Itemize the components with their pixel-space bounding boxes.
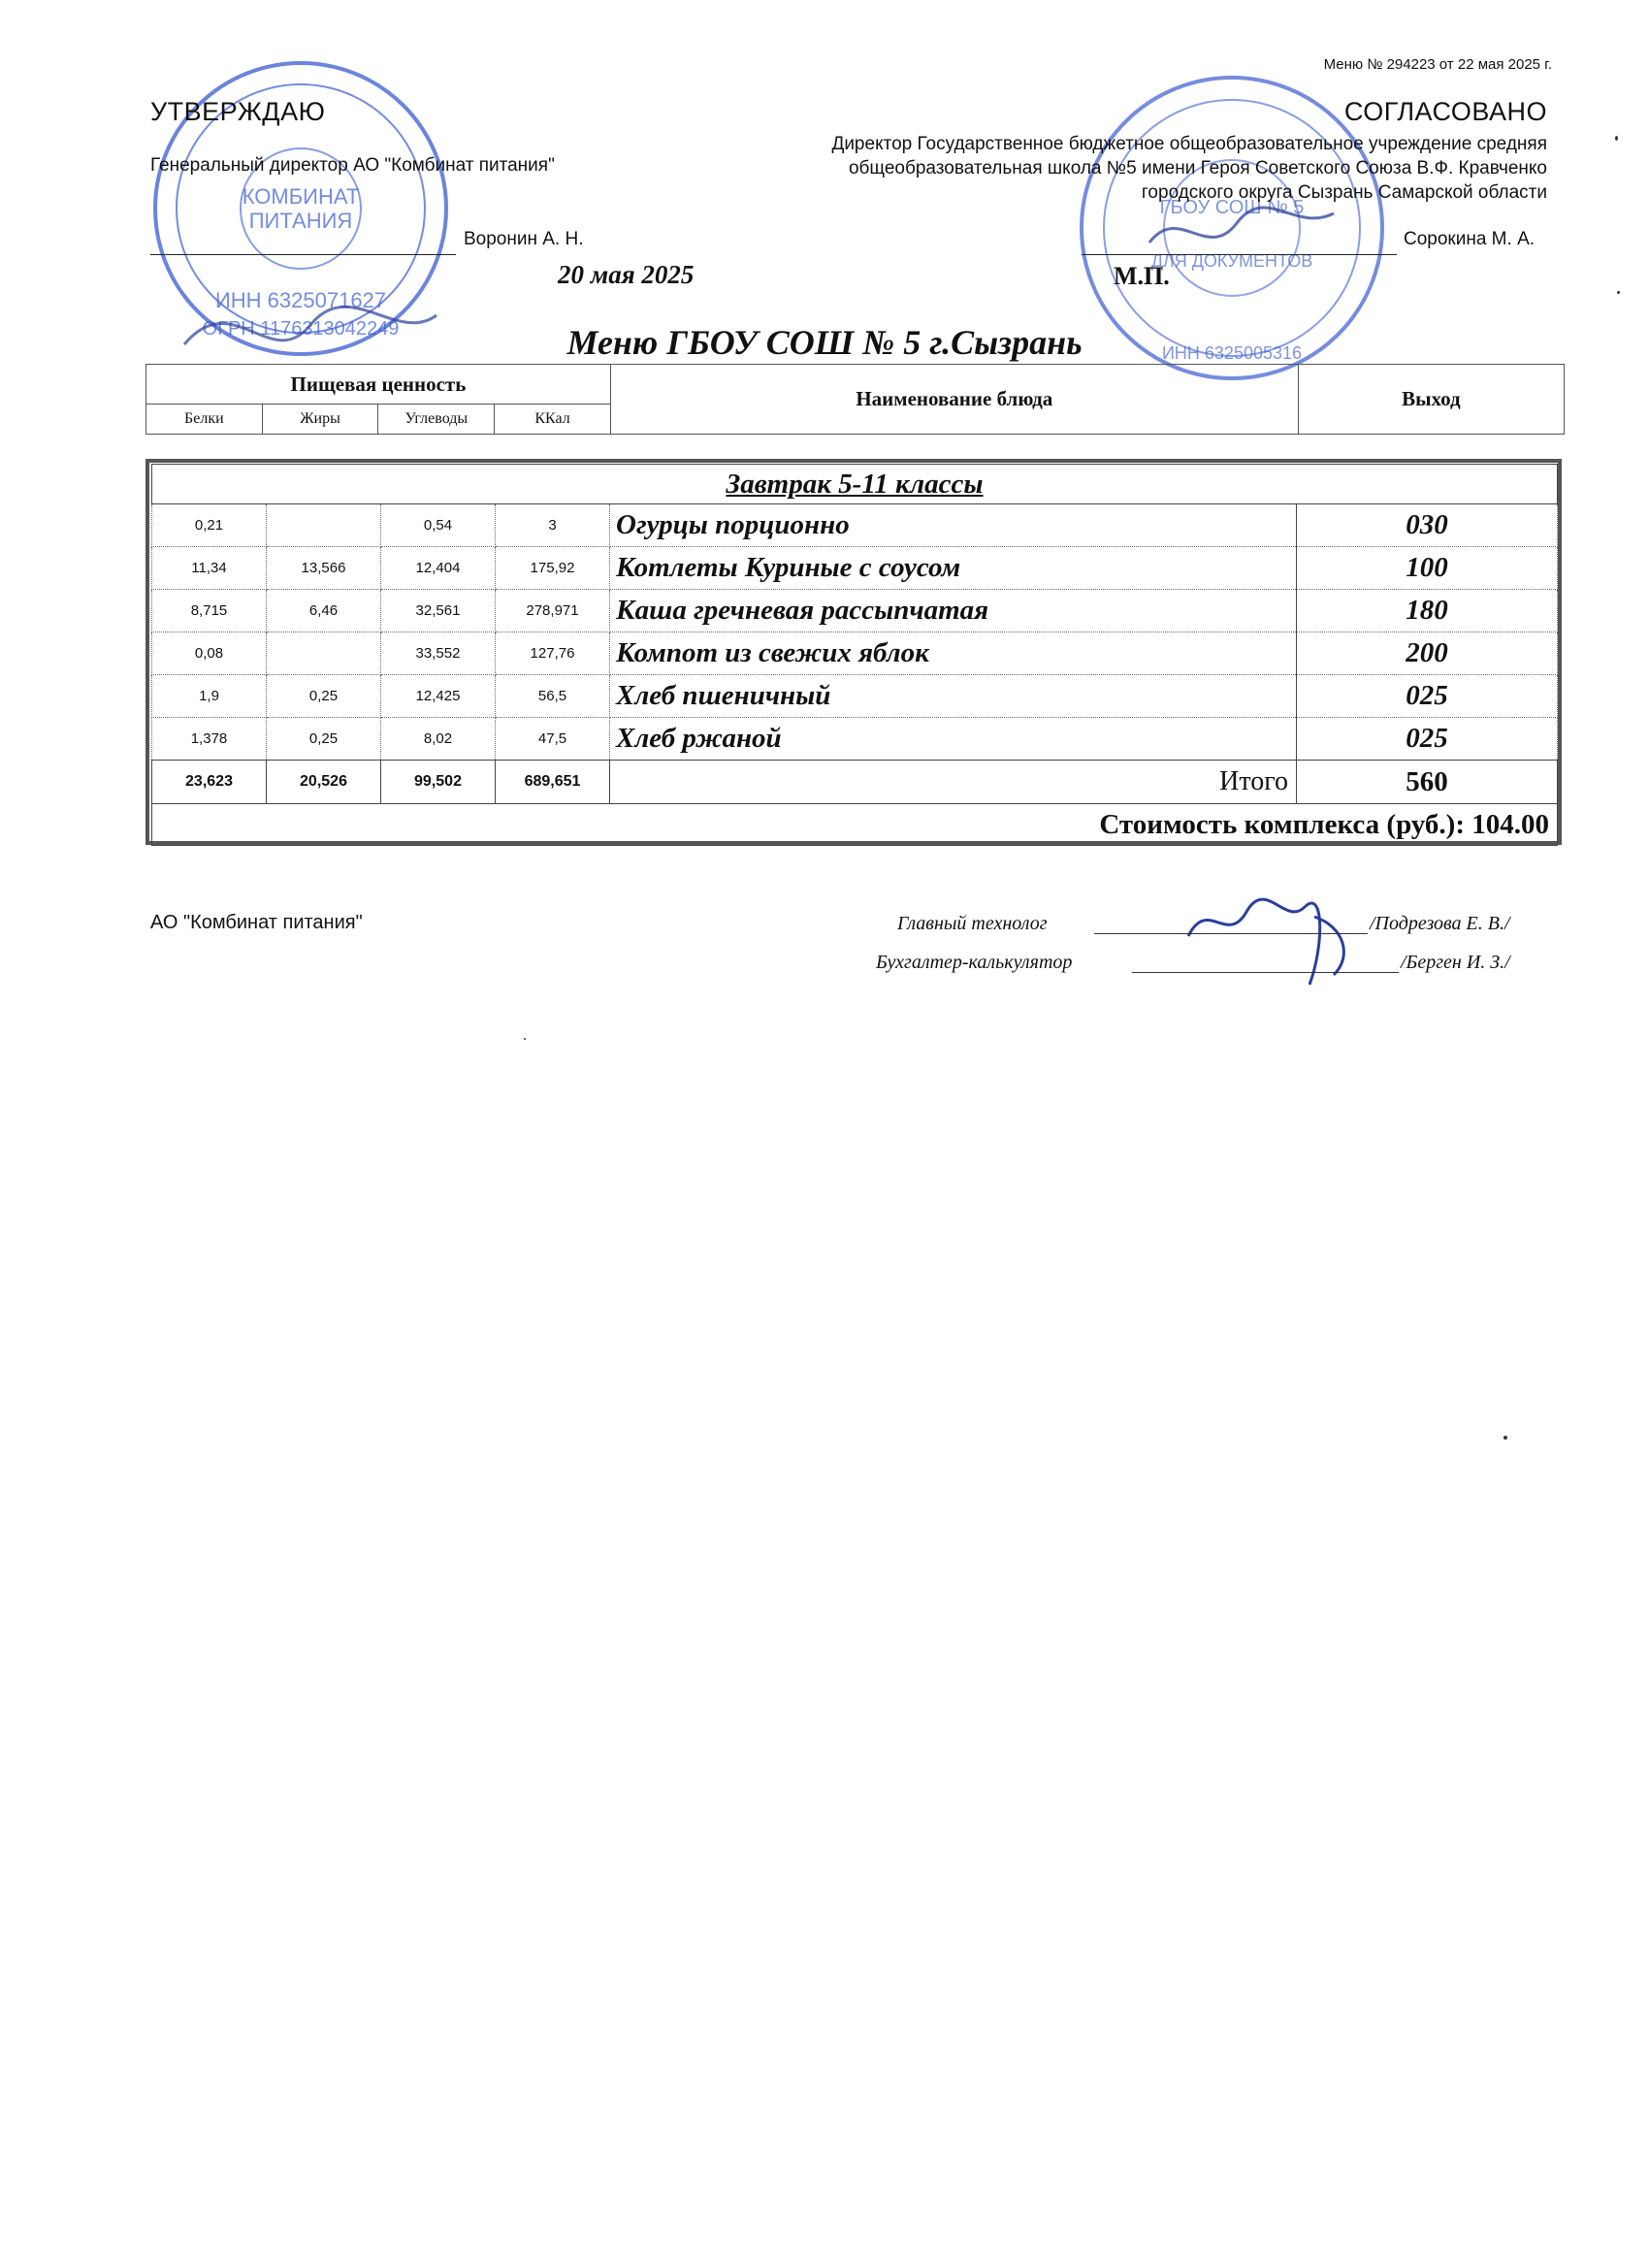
technologist-name: /Подрезова Е. В./	[1370, 913, 1510, 934]
table-row	[152, 675, 1558, 718]
protein-column-header: Белки	[146, 405, 263, 435]
table-row	[152, 504, 1558, 547]
cost-row	[152, 804, 1558, 846]
svg-text:КОМБИНАТ: КОМБИНАТ	[242, 184, 360, 209]
svg-text:ГБОУ СОШ № 5: ГБОУ СОШ № 5	[1159, 197, 1305, 218]
agree-position-line: городского округа Сызрань Самарской области	[1141, 182, 1547, 203]
company-name: АО "Комбинат питания"	[150, 912, 363, 933]
total-protein: 23,623	[152, 761, 267, 804]
dish-cell: Каша гречневая рассыпчатая	[610, 590, 1297, 632]
carbs-cell: 12,425	[381, 675, 496, 718]
kcal-cell: 127,76	[496, 632, 610, 675]
total-fat: 20,526	[267, 761, 381, 804]
svg-text:ПИТАНИЯ: ПИТАНИЯ	[248, 209, 353, 233]
scan-speck	[1615, 136, 1618, 141]
dish-column-header: Наименование блюда	[610, 365, 1298, 435]
fat-column-header: Жиры	[262, 405, 378, 435]
approve-signature-line	[150, 254, 456, 255]
protein-cell: 1,378	[152, 718, 267, 761]
total-kcal: 689,651	[496, 761, 610, 804]
menu-section-table	[151, 464, 1558, 846]
output-cell: 200	[1297, 632, 1558, 675]
table-row	[152, 718, 1558, 761]
total-carbs: 99,502	[381, 761, 496, 804]
agree-position-line: общеобразовательная школа №5 имени Героя Советского Союза В.Ф. Кравченко	[848, 158, 1547, 178]
carbs-cell: 0,54	[381, 504, 496, 547]
table-row	[152, 547, 1558, 590]
nutrition-group-header: Пищевая ценность	[146, 365, 611, 405]
agree-name: Сорокина М. А.	[1404, 229, 1536, 249]
total-output: 560	[1297, 761, 1558, 804]
scan-speck	[1504, 1436, 1507, 1440]
fat-cell: 0,25	[267, 718, 381, 761]
approve-name: Воронин А. Н.	[464, 229, 584, 249]
fat-cell: 13,566	[267, 547, 381, 590]
technologist-signature	[1179, 878, 1373, 1004]
carbs-cell: 8,02	[381, 718, 496, 761]
svg-text:ОГРН 1176313042249: ОГРН 1176313042249	[202, 318, 400, 340]
menu-number: Меню № 294223 от 22 мая 2025 г.	[1323, 56, 1552, 73]
table-row	[152, 590, 1558, 632]
kcal-cell: 3	[496, 504, 610, 547]
kcal-cell: 47,5	[496, 718, 610, 761]
approve-date: 20 мая 2025	[558, 260, 695, 289]
output-cell: 180	[1297, 590, 1558, 632]
carbs-cell: 33,552	[381, 632, 496, 675]
accountant-signature-line	[1132, 972, 1399, 973]
scan-speck	[1617, 291, 1620, 294]
protein-cell: 11,34	[152, 547, 267, 590]
agree-signature-line	[1082, 254, 1397, 255]
dish-cell: Огурцы порционно	[610, 504, 1297, 547]
total-label: Итого	[610, 761, 1297, 804]
carbs-column-header: Углеводы	[378, 405, 495, 435]
approve-position: Генеральный директор АО "Комбинат питания"	[150, 155, 555, 176]
dish-cell: Хлеб пшеничный	[610, 675, 1297, 718]
kcal-cell: 56,5	[496, 675, 610, 718]
dish-cell: Компот из свежих яблок	[610, 632, 1297, 675]
protein-cell: 0,08	[152, 632, 267, 675]
accountant-label: Бухгалтер-калькулятор	[876, 952, 1073, 973]
carbs-cell: 32,561	[381, 590, 496, 632]
menu-table-header	[146, 364, 1565, 435]
fat-cell: 0,25	[267, 675, 381, 718]
output-cell: 030	[1297, 504, 1558, 547]
page-title: Меню ГБОУ СОШ № 5 г.Сызрань	[566, 323, 1083, 362]
protein-cell: 0,21	[152, 504, 267, 547]
approve-title: УТВЕРЖДАЮ	[150, 97, 326, 126]
fat-cell	[267, 632, 381, 675]
carbs-cell: 12,404	[381, 547, 496, 590]
technologist-label: Главный технолог	[897, 913, 1048, 934]
scan-speck	[524, 1038, 526, 1040]
kcal-cell: 175,92	[496, 547, 610, 590]
output-cell: 025	[1297, 718, 1558, 761]
fat-cell	[267, 504, 381, 547]
agree-position-line: Директор Государственное бюджетное общеобразовательное учреждение средняя	[831, 134, 1547, 154]
svg-text:ИНН 6325005316: ИНН 6325005316	[1161, 343, 1303, 363]
dish-cell: Хлеб ржаной	[610, 718, 1297, 761]
technologist-signature-line	[1094, 933, 1368, 934]
complex-cost: Стоимость комплекса (руб.): 104.00	[152, 804, 1558, 846]
table-row	[152, 632, 1558, 675]
protein-cell: 8,715	[152, 590, 267, 632]
fat-cell: 6,46	[267, 590, 381, 632]
kcal-column-header: ККал	[495, 405, 611, 435]
dish-cell: Котлеты Куриные с соусом	[610, 547, 1297, 590]
accountant-name: /Берген И. З./	[1401, 952, 1510, 973]
svg-text:ИНН 6325071627: ИНН 6325071627	[214, 288, 387, 312]
agree-position	[752, 132, 1547, 205]
output-column-header: Выход	[1298, 365, 1564, 435]
section-title: Завтрак 5-11 классы	[152, 465, 1558, 504]
seal-place-label: М.П.	[1114, 262, 1170, 290]
output-cell: 100	[1297, 547, 1558, 590]
total-row	[152, 761, 1558, 804]
kcal-cell: 278,971	[496, 590, 610, 632]
agree-title: СОГЛАСОВАНО	[1343, 97, 1547, 126]
output-cell: 025	[1297, 675, 1558, 718]
svg-text:ДЛЯ ДОКУМЕНТОВ: ДЛЯ ДОКУМЕНТОВ	[1150, 251, 1313, 271]
protein-cell: 1,9	[152, 675, 267, 718]
